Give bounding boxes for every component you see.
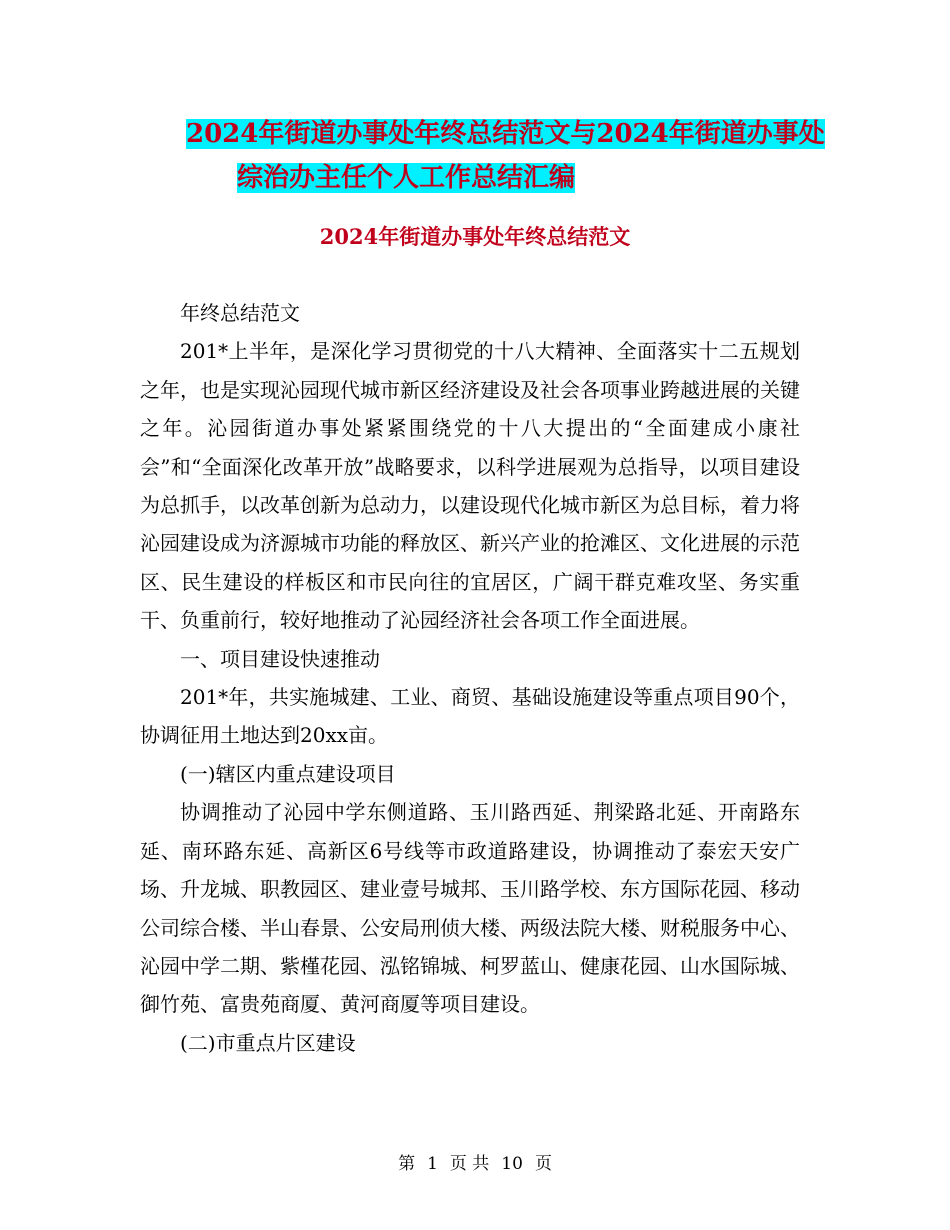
footer-page-total: 10	[501, 1154, 523, 1174]
paragraph: 年终总结范文	[180, 301, 300, 325]
paragraph: (二)市重点片区建设	[180, 1030, 356, 1055]
section-title: 2024年街道办事处年终总结范文	[319, 224, 631, 249]
paragraph: 协调推动了沁园中学东侧道路、玉川路西延、荆梁路北延、开南路东延、南环路东延、高新区6号线等市政道路建设，协调推动了泰宏天安广场、升龙城、职教园区、建业壹号城邦、玉川路学校、东方国际花园、移动公司综合楼、半山春景、公安局刑侦大楼、两级法院大楼、财税服务中心、沁园中学二期、紫槿花园、泓铭锦城、柯罗蓝山、健康花园、山水国际城、御竹苑、富贵苑商厦、黄河商厦等项目建设。	[140, 800, 800, 1017]
paragraph: 201*上半年，是深化学习贯彻党的十八大精神、全面落实十二五规划之年，也是实现沁园现代城市新区经济建设及社会各项事业跨越进展的关键之年。沁园街道办事处紧紧围绕党的十八大提出的“全面建成小康社会”和“全面深化改革开放”战略要求，以科学进展观为总指导，以项目建设为总抓手，以改革创新为总动力，以建设现代化城市新区为总目标，着力将沁园建设成为济源城市功能的释放区、新兴产业的抢滩区、文化进展的示范区、民生建设的样板区和市民向往的宜居区，广阔干群克难攻坚、务实重干、负重前行，较好地推动了沁园经济社会各项工作全面进展。	[140, 339, 800, 633]
paragraph: (一)辖区内重点建设项目	[180, 761, 396, 786]
page-footer	[0, 1152, 950, 1176]
footer-page-number: 1	[427, 1154, 438, 1174]
document-body	[140, 294, 800, 1062]
title-line-2: 综治办主任个人工作总结汇编	[236, 163, 575, 193]
footer-prefix: 第	[398, 1154, 416, 1174]
paragraph: 201*年，共实施城建、工业、商贸、基础设施建设等重点项目90个，协调征用土地达到20xx亩。	[140, 685, 800, 748]
title-line-1: 2024年街道办事处年终总结范文与2024年街道办事处	[186, 119, 825, 149]
document-title	[186, 112, 825, 200]
footer-mid: 页 共	[449, 1154, 490, 1174]
footer-suffix: 页	[534, 1154, 552, 1174]
paragraph: 一、项目建设快速推动	[180, 646, 380, 671]
